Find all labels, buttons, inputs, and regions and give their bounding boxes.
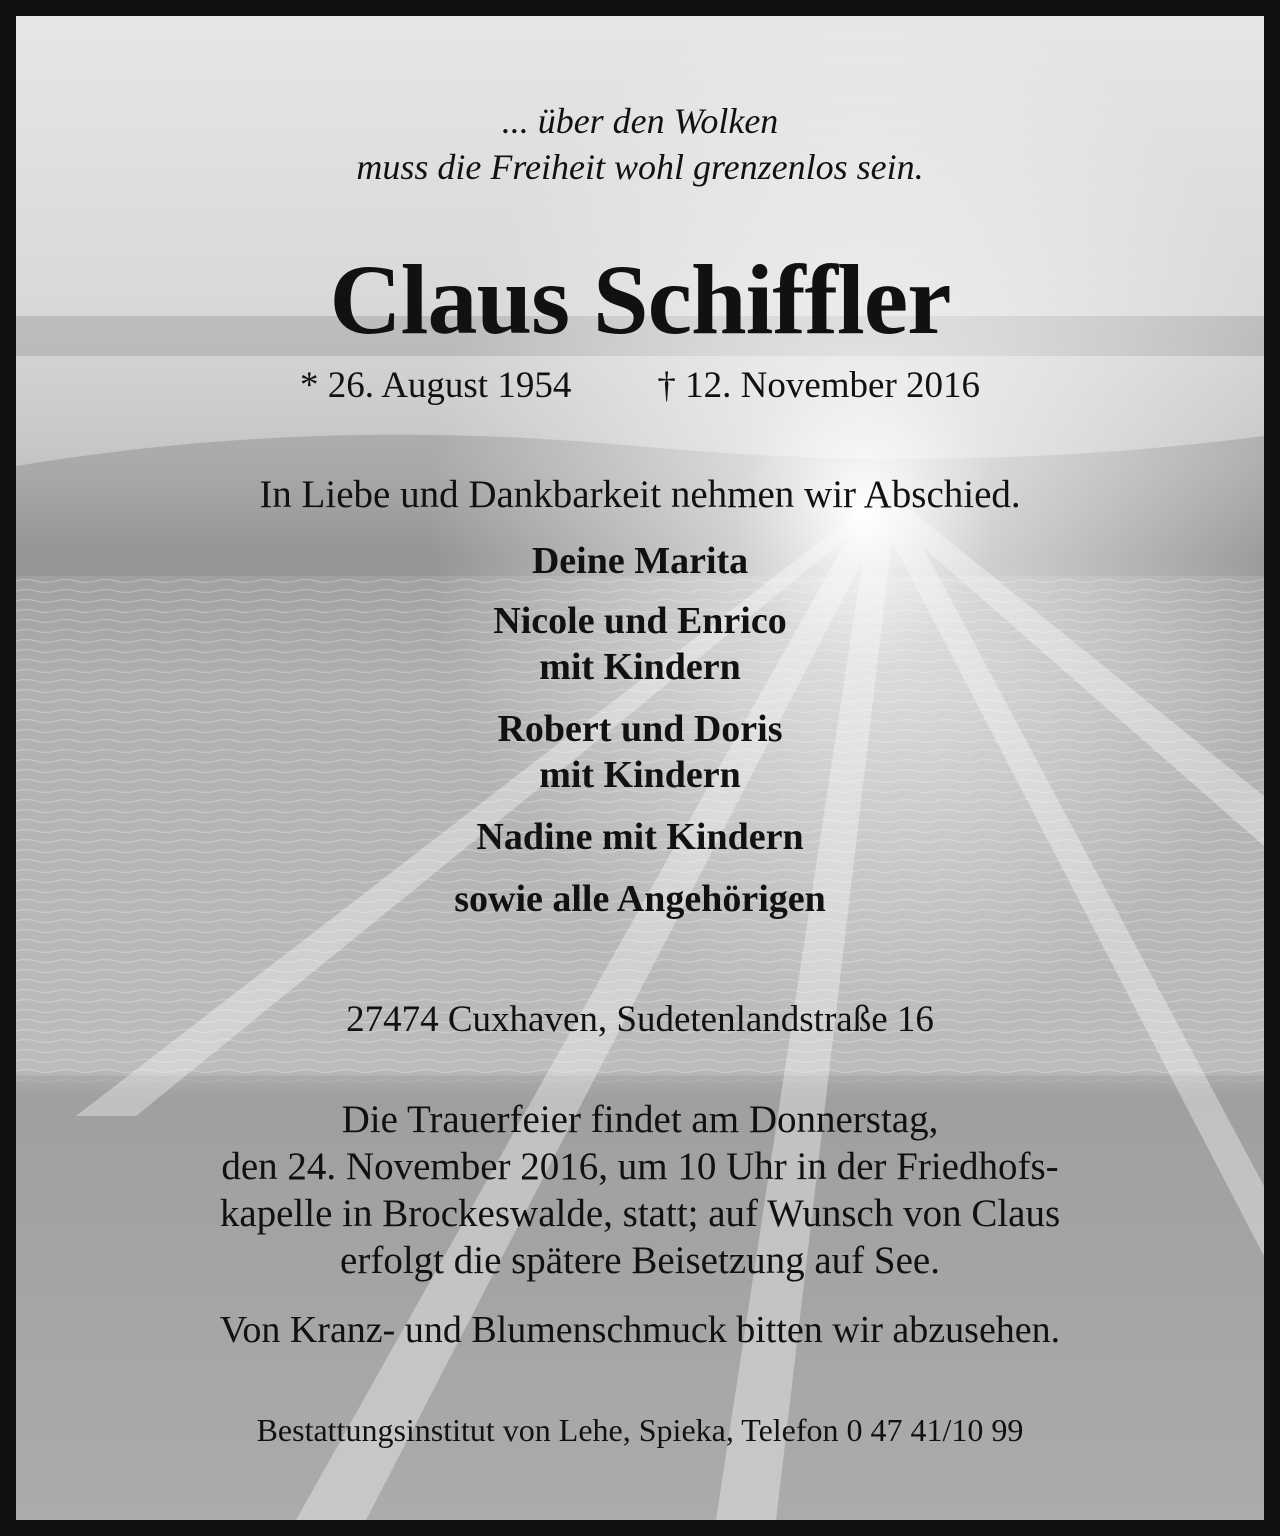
mourner-name: mit Kindern [539,754,741,796]
life-dates [16,361,1264,411]
mourner-name: Nicole und Enrico [493,600,787,642]
motto-line: muss die Freiheit wohl grenzenlos sein. [356,147,924,187]
death-date: † 12. November 2016 [657,365,981,406]
address: 27474 Cuxhaven, Sudetenlandstraße 16 [346,999,934,1040]
mourner-name: Deine Marita [531,540,749,582]
service-line: erfolgt die spätere Beisetzung auf See. [340,1239,940,1282]
service-line: kapelle in Brockeswalde, statt; auf Wunsch von Claus [219,1192,1061,1235]
mourner-name: Nadine mit Kindern [476,816,804,858]
funeral-service-text [16,1096,1264,1284]
service-line: den 24. November 2016, um 10 Uhr in der Friedhofs- [221,1145,1059,1188]
undertaker-contact: Bestattungsinstitut von Lehe, Spieka, Telefon 0 47 41/10 99 [256,1412,1024,1448]
deceased-name: Claus Schiffler [329,244,951,355]
farewell-line: In Liebe und Dankbarkeit nehmen wir Abschied. [259,473,1021,516]
mourner-name: mit Kindern [539,646,741,688]
mourner-name: Robert und Doris [497,708,783,750]
service-line: Die Trauerfeier findet am Donnerstag, [341,1098,939,1141]
motto [16,98,1264,190]
motto-line: ... über den Wolken [501,101,779,141]
flowers-note: Von Kranz- und Blumenschmuck bitten wir abzusehen. [219,1309,1061,1351]
birth-date: * 26. August 1954 [299,365,572,406]
mourner-name: sowie alle Angehörigen [454,878,826,920]
